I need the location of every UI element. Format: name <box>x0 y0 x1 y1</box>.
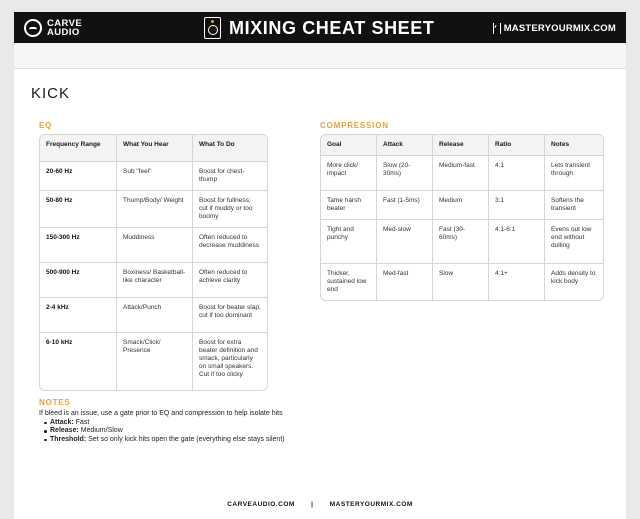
footer <box>14 501 626 508</box>
table-cell: Boost for chest-thump <box>193 162 267 191</box>
table-row <box>321 191 603 220</box>
table-row <box>321 156 603 191</box>
column-header: Notes <box>545 135 603 156</box>
table-cell: Adds density to kick body <box>551 270 596 285</box>
compression-table <box>320 134 604 301</box>
list-item <box>44 436 599 445</box>
table-cell: More click/ impact <box>321 156 377 191</box>
table-cell: Fast (1-5ms) <box>377 191 433 220</box>
table-cell: Tight and punchy <box>321 220 377 264</box>
column-header: Attack <box>377 135 433 156</box>
notes-list <box>44 419 599 445</box>
table-row <box>40 263 267 298</box>
site-name: MASTERYOURMIX.COM <box>503 22 616 34</box>
masteryourmix-logo <box>493 20 616 36</box>
table-cell: 4:1-6:1 <box>489 220 545 264</box>
frequency-cell: 2-4 kHz <box>40 298 117 333</box>
section-title: KICK <box>31 85 71 102</box>
frequency-cell: 150-300 Hz <box>40 228 117 263</box>
table-cell: Slow (20-30ms) <box>377 156 433 191</box>
table-cell: Lets transient through <box>545 156 603 191</box>
page-title: MIXING CHEAT SHEET <box>229 17 435 38</box>
compression-heading: COMPRESSION <box>320 121 389 130</box>
table-cell: 4:1 <box>489 156 545 191</box>
table-cell: Med-fast <box>377 264 433 300</box>
table-cell: 4:1+ <box>489 264 545 300</box>
column-header: What You Hear <box>117 135 193 162</box>
table-cell: Sub "feel" <box>117 162 193 191</box>
notes-body <box>39 410 599 444</box>
column-header: Release <box>433 135 489 156</box>
column-header: Frequency Range <box>40 135 117 162</box>
table-row <box>321 220 603 264</box>
table-cell: Often reduced to achieve clarity <box>193 263 267 298</box>
note-label: Release: <box>50 427 79 434</box>
frequency-cell: 6-10 kHz <box>40 333 117 390</box>
table-cell: Medium-fast <box>433 156 489 191</box>
header-divider-band <box>14 43 626 69</box>
table-row <box>40 191 267 228</box>
table-cell: Smack/Click/ Presence <box>117 333 193 390</box>
footer-separator: | <box>311 501 314 508</box>
table-cell: Thicker, sustained low end <box>321 264 377 300</box>
table-cell: Evens out low end without dulling <box>545 220 603 264</box>
column-header: What To Do <box>193 135 267 162</box>
carve-audio-logo <box>24 17 82 39</box>
frequency-cell: 20-60 Hz <box>40 162 117 191</box>
table-cell: Fast (30-60ms) <box>433 220 489 264</box>
table-row <box>40 228 267 263</box>
table-cell: Tame harsh beater <box>321 191 377 220</box>
eq-table <box>39 134 268 391</box>
title-group <box>204 16 434 40</box>
table-cell: Attack/Punch <box>117 298 193 333</box>
header-bar <box>14 12 626 43</box>
footer-link-masteryourmix[interactable]: MASTERYOURMIX.COM <box>329 501 413 508</box>
table-row <box>40 333 267 390</box>
brand-line1: CARVE <box>47 18 83 29</box>
note-label: Attack: <box>50 418 74 426</box>
table-cell: Boost for extra beater definition and smack, particularly on small speakers. Cut if too clicky <box>199 339 258 378</box>
table-row <box>321 264 603 300</box>
table-row <box>40 162 267 191</box>
table-cell: Muddiness <box>117 228 193 263</box>
carve-logo-icon <box>24 19 42 37</box>
note-text: Set so only kick hits open the gate (everything else stays silent) <box>86 435 285 443</box>
frequency-cell: 500-900 Hz <box>40 263 117 298</box>
table-cell: Slow <box>433 264 489 300</box>
eq-heading: EQ <box>39 121 53 130</box>
table-cell: Medium <box>433 191 489 220</box>
frequency-cell: 50-80 Hz <box>40 191 117 228</box>
brand-line2: AUDIO <box>47 27 80 38</box>
note-text: Medium/Slow <box>78 427 123 434</box>
cheat-sheet-page <box>14 12 626 519</box>
mym-logo-icon <box>493 23 501 34</box>
table-header-row <box>321 135 603 156</box>
table-cell: Boxiness/ Basketball-like character <box>117 263 193 298</box>
table-cell: Thump/Body/ Weight <box>117 191 193 228</box>
table-cell: Boost for beater slap, cut if too dominant <box>193 298 267 333</box>
table-header-row <box>40 135 267 162</box>
note-text: Fast <box>73 418 90 426</box>
notes-intro: If bleed is an issue, use a gate prior to EQ and compression to help isolate hits <box>39 410 283 417</box>
table-cell: Often reduced to decrease muddiness <box>193 228 267 263</box>
column-header: Goal <box>321 135 377 156</box>
table-cell: 3:1 <box>489 191 545 220</box>
cheat-sheet-icon <box>204 17 221 39</box>
table-cell: Softens the transient <box>545 191 603 220</box>
table-row <box>40 298 267 333</box>
column-header: Ratio <box>489 135 545 156</box>
note-label: Threshold: <box>50 435 87 443</box>
footer-link-carveaudio[interactable]: CARVEAUDIO.COM <box>227 501 295 508</box>
list-item <box>44 427 599 436</box>
list-item <box>44 419 599 428</box>
table-cell: Med-slow <box>377 220 433 264</box>
notes-heading: NOTES <box>39 398 71 407</box>
table-cell: Boost for fullness; cut if muddy or too boomy <box>193 191 267 228</box>
